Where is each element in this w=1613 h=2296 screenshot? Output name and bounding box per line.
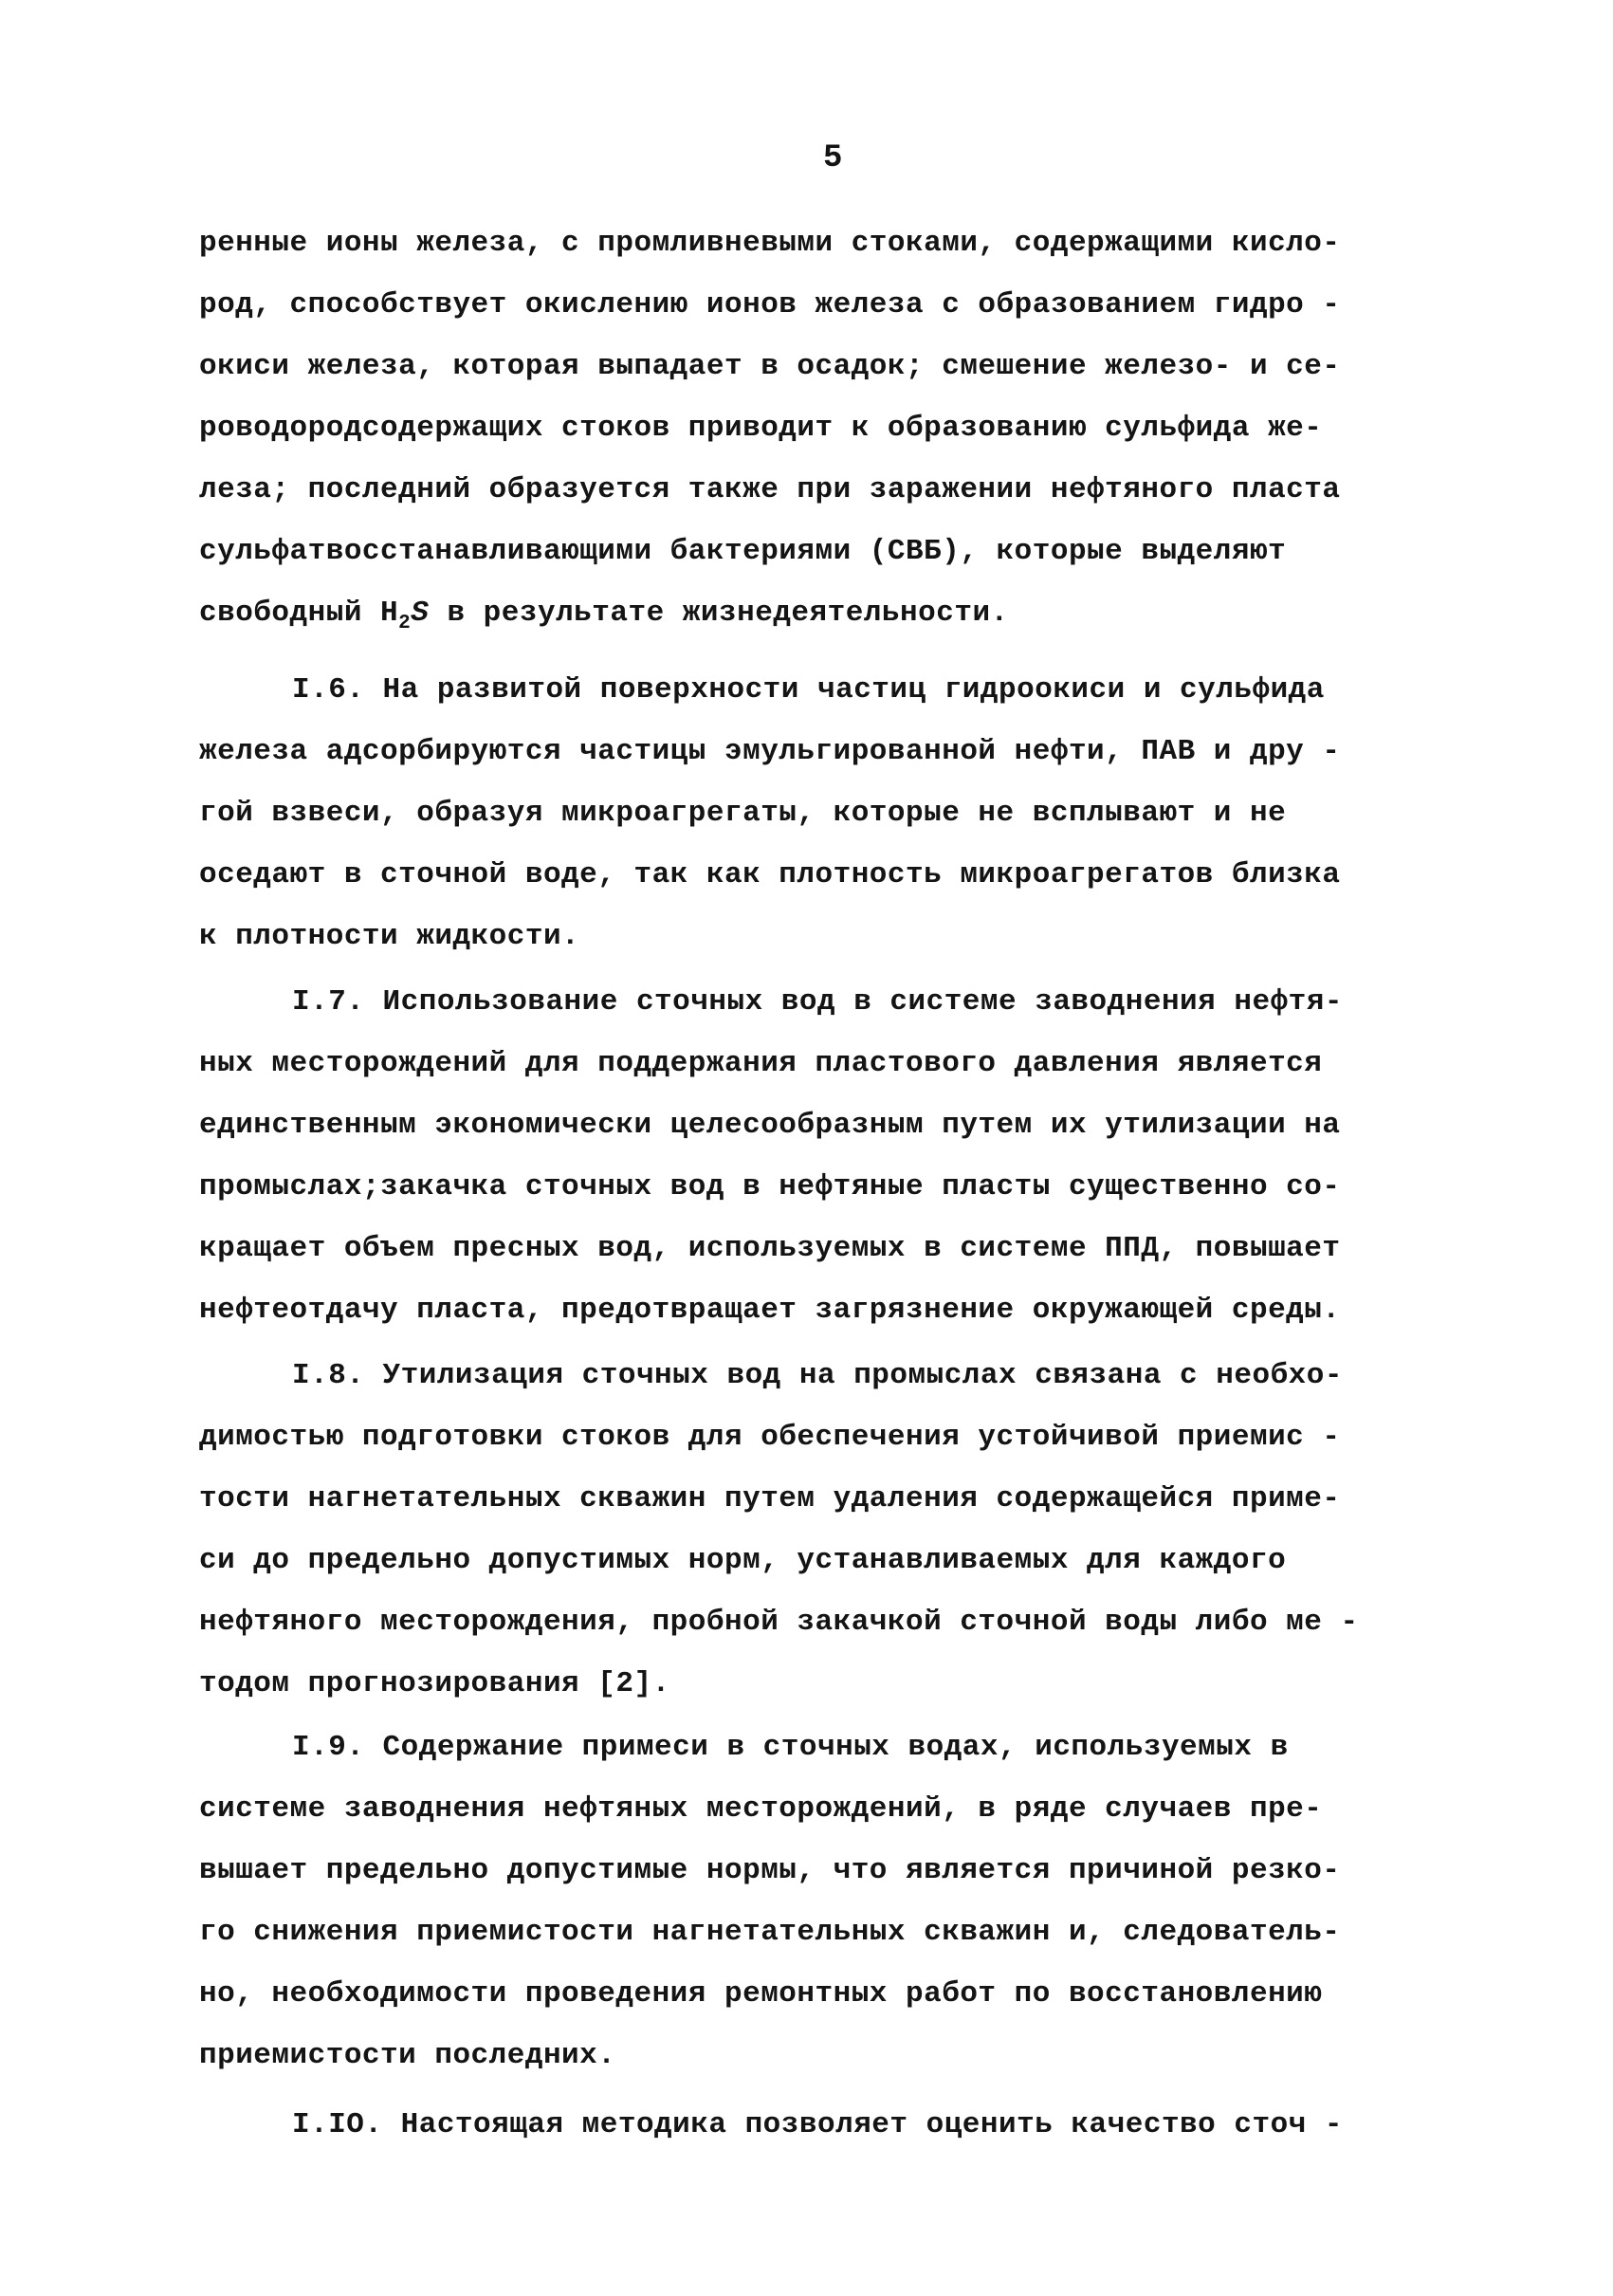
- text-line: ренные ионы железа, с промливневыми стоками, содержащими кисло-: [199, 227, 1341, 260]
- text-fragment: свободный: [199, 597, 381, 630]
- text-line: к плотности жидкости.: [199, 920, 580, 953]
- text-line: вышает предельно допустимые нормы, что является причиной резко-: [199, 1854, 1341, 1887]
- text-line: ных месторождений для поддержания пластового давления является: [199, 1047, 1323, 1080]
- text-line: I.7. Использование сточных вод в системе заводнения нефтя-: [292, 985, 1343, 1019]
- text-line: промыслах;закачка сточных вод в нефтяные пласты существенно со-: [199, 1170, 1341, 1203]
- paragraph-1-7: [199, 971, 1422, 1341]
- text-line: го снижения приемистости нагнетательных скважин и, следователь-: [199, 1916, 1341, 1949]
- formula-subscript: 2: [398, 613, 412, 634]
- formula-h: H: [380, 597, 399, 630]
- text-line: леза; последний образуется также при заражении нефтяного пласта: [199, 473, 1341, 506]
- text-line: I.IO. Настоящая методика позволяет оценить качество сточ -: [292, 2108, 1343, 2141]
- text-line: единственным экономически целесообразным путем их утилизации на: [199, 1109, 1341, 1142]
- text-fragment: в результате жизнедеятельности.: [429, 597, 1009, 630]
- paragraph-1-6: [199, 659, 1422, 967]
- text-line: род, способствует окислению ионов железа с образованием гидро -: [199, 288, 1341, 321]
- text-line: I.8. Утилизация сточных вод на промыслах связана с необхо-: [292, 1359, 1343, 1392]
- text-line: тодом прогнозирования [2].: [199, 1667, 670, 1700]
- text-line: гой взвеси, образуя микроагрегаты, которые не всплывают и не: [199, 797, 1287, 830]
- text-line: кращает объем пресных вод, используемых в системе ППД, повышает: [199, 1232, 1341, 1265]
- paragraph-1-9: [199, 1717, 1422, 2086]
- page-number: 5: [823, 140, 843, 176]
- text-line: железа адсорбируются частицы эмульгированной нефти, ПАВ и дру -: [199, 735, 1341, 768]
- text-line: приемистости последних.: [199, 2039, 616, 2072]
- text-line: но, необходимости проведения ремонтных работ по восстановлению: [199, 1977, 1323, 2011]
- text-line: системе заводнения нефтяных месторождений, в ряде случаев пре-: [199, 1792, 1323, 1826]
- text-line: I.9. Содержание примеси в сточных водах, используемых в: [292, 1731, 1289, 1764]
- text-line: нефтяного месторождения, пробной закачкой сточной воды либо ме -: [199, 1606, 1359, 1639]
- text-line: I.6. На развитой поверхности частиц гидроокиси и сульфида: [292, 673, 1325, 707]
- text-line: роводородсодержащих стоков приводит к образованию сульфида же-: [199, 412, 1323, 445]
- paragraph-1-8: [199, 1345, 1422, 1715]
- paragraph-1-10: [199, 2094, 1422, 2156]
- paragraph-continuation: [199, 212, 1422, 644]
- text-line: окиси железа, которая выпадает в осадок; смешение железо- и се-: [199, 350, 1341, 383]
- text-line: си до предельно допустимых норм, устанавливаемых для каждого: [199, 1544, 1287, 1577]
- text-line: тости нагнетательных скважин путем удаления содержащейся приме-: [199, 1482, 1341, 1515]
- text-line: димостью подготовки стоков для обеспечения устойчивой приемис -: [199, 1421, 1341, 1454]
- text-line: нефтеотдачу пласта, предотвращает загрязнение окружающей среды.: [199, 1294, 1341, 1327]
- text-line: оседают в сточной воде, так как плотность микроагрегатов близка: [199, 858, 1341, 891]
- text-line-h2s: [199, 582, 1422, 644]
- text-line: сульфатвосстанавливающими бактериями (СВБ), которые выделяют: [199, 535, 1287, 568]
- formula-s: S: [411, 597, 430, 630]
